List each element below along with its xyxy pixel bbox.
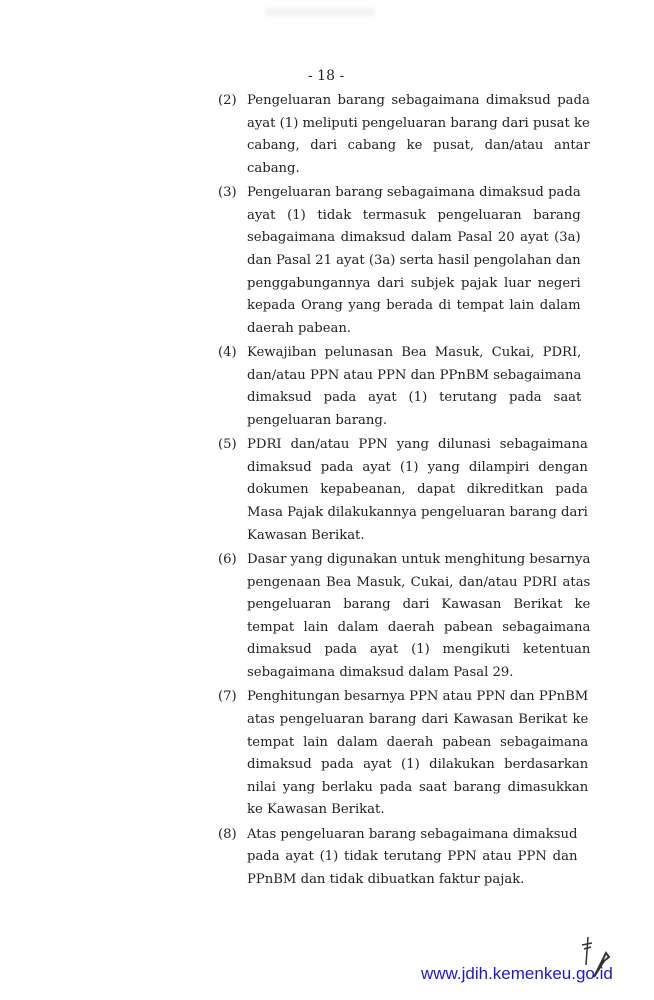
ayat-number: (7) [218,689,237,705]
ayat-text [247,434,588,547]
text-line: tempat lain dalam daerah pabean sebagaimana [247,734,589,750]
ayat-number: (3) [218,185,237,201]
ayat-item [218,549,591,685]
text-line: Penghitungan besarnya PPN atau PPN dan PPnBM [247,689,589,705]
text-line: Kewajiban pelunasan Bea Masuk, Cukai, PDRI, [247,345,582,361]
text-line: PPnBM dan tidak dibuatkan faktur pajak. [247,871,525,887]
ayat-text [247,549,590,685]
ayat-item [218,824,578,892]
document-body [218,90,591,893]
text-line: daerah pabean. [247,320,352,336]
page-number: - 18 - [308,68,345,84]
faded-header-mark [265,8,375,16]
text-line: dimaksud pada ayat (1) mengikuti ketentuan [247,642,591,658]
ayat-number: (6) [218,552,237,568]
text-line: ayat (1) meliputi pengeluaran barang dari pusat ke [247,115,590,131]
ayat-item [218,342,582,432]
ayat-text [247,686,588,822]
ayat-text [247,182,581,340]
ayat-number: (2) [218,93,237,108]
text-line: PDRI dan/atau PPN yang dilunasi sebagaimana [247,437,588,453]
ayat-number: (8) [218,826,237,842]
text-line: sebagaimana dimaksud dalam Pasal 29. [247,665,514,681]
text-line: ke Kawasan Berikat. [247,802,385,818]
text-line: Pengeluaran barang sebagaimana dimaksud pada [247,93,590,108]
text-line: dimaksud pada ayat (1) yang dilampiri dengan [247,459,588,475]
text-line: cabang. [247,160,300,176]
ayat-number: (5) [218,437,237,453]
text-line: dokumen kepabeanan, dapat dikreditkan pada [247,482,588,498]
text-line: penggabungannya dari subjek pajak luar negeri [247,275,581,291]
text-line: atas pengeluaran barang dari Kawasan Berikat ke [247,712,589,728]
text-line: pengeluaran barang dari Kawasan Berikat ke [247,597,591,613]
ayat-item [218,182,581,340]
text-line: Dasar yang digunakan untuk menghitung besarnya [247,552,591,568]
ayat-item [218,686,589,822]
ayat-text [247,90,590,180]
text-line: ayat (1) tidak termasuk pengeluaran barang [247,207,581,223]
text-line: Pengeluaran barang sebagaimana dimaksud pada [247,185,581,201]
text-line: dan/atau PPN atau PPN dan PPnBM sebagaimana [247,367,582,383]
ayat-item [218,90,590,180]
ayat-text [247,342,581,432]
text-line: cabang, dari cabang ke pusat, dan/atau antar [247,138,590,154]
text-line: pada ayat (1) tidak terutang PPN atau PPN dan [247,849,578,865]
text-line: Kawasan Berikat. [247,527,365,543]
text-line: nilai yang berlaku pada saat barang dimasukkan [247,779,589,795]
footer-website-link[interactable]: www.jdih.kemenkeu.go.id [421,964,613,983]
text-line: tempat lain dalam daerah pabean sebagaimana [247,619,591,635]
ayat-text [247,824,577,892]
text-line: dimaksud pada ayat (1) terutang pada saat [247,390,582,406]
ayat-number: (4) [218,345,237,361]
text-line: pengeluaran barang. [247,412,388,428]
text-line: pengenaan Bea Masuk, Cukai, dan/atau PDRI atas [247,574,591,590]
ayat-item [218,434,588,547]
text-line: sebagaimana dimaksud dalam Pasal 20 ayat (3a) [247,230,581,246]
text-line: Atas pengeluaran barang sebagaimana dimaksud [247,826,578,842]
text-line: kepada Orang yang berada di tempat lain dalam [247,298,581,314]
text-line: dimaksud pada ayat (1) dilakukan berdasarkan [247,757,589,773]
text-line: Masa Pajak dilakukannya pengeluaran barang dari [247,505,588,521]
text-line: dan Pasal 21 ayat (3a) serta hasil pengolahan dan [247,252,581,268]
